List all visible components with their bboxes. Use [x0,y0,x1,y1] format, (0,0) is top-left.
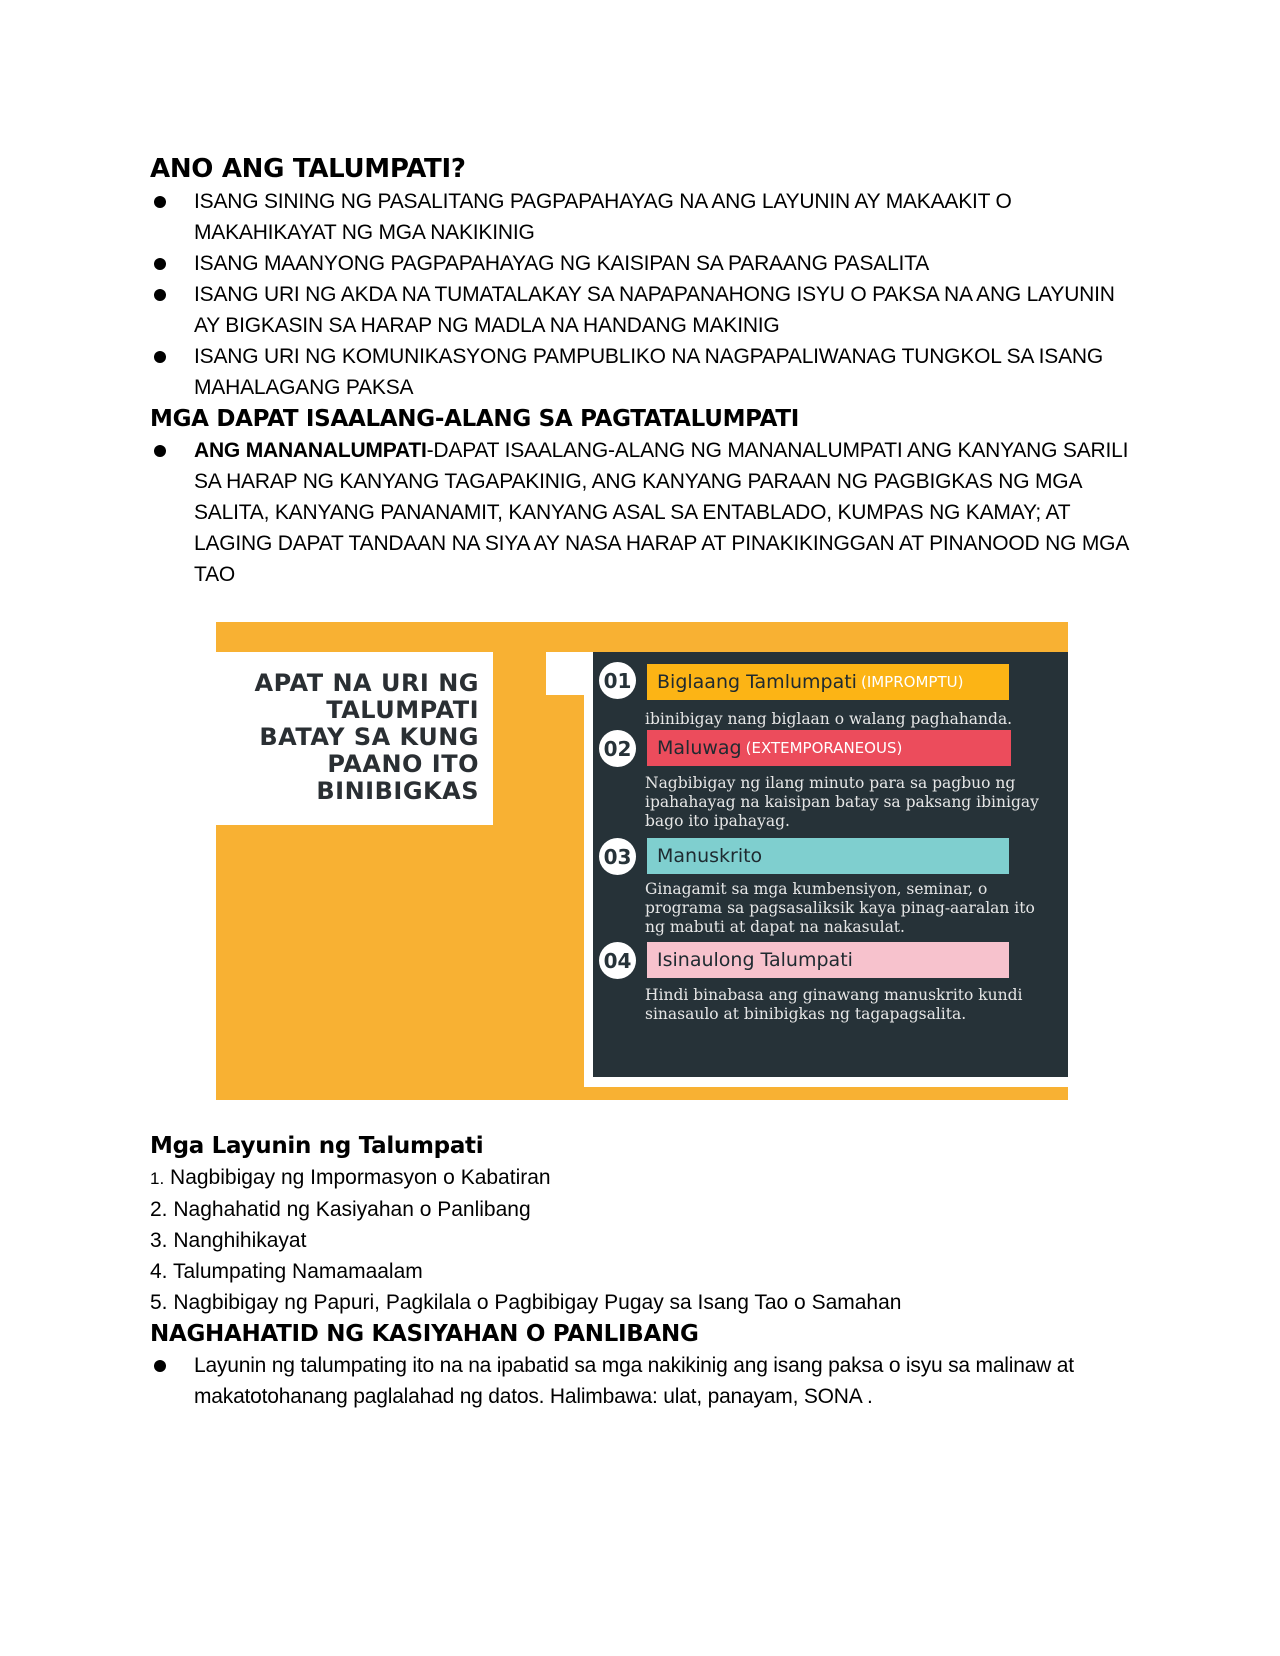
goals-list [150,1162,1140,1318]
item-number: 3. [150,1229,168,1252]
item-number: 5. [150,1291,168,1314]
section1-bullets [150,186,1140,403]
list-item: ISANG URI NG KOMUNIKASYONG PAMPUBLIKO NA NAGPAPALIWANAG TUNGKOL SA ISANG MAHALAGANG PAKSA [150,341,1140,403]
list-item [150,1194,1140,1225]
section3-heading: Mga Layunin ng Talumpati [150,1133,484,1159]
infographic-title: APAT NA URI NG TALUMPATI BATAY SA KUNG PAANO ITO BINIBIGKAS [254,669,479,805]
list-item: Layunin ng talumpating ito na na ipabatid sa mga nakikinig ang isang paksa o isyu sa malinaw at makatotohanang paglalahad ng datos. Halimbawa: ulat, panayam, SONA . [150,1350,1140,1412]
list-item: ISANG SINING NG PASALITANG PAGPAPAHAYAG NA ANG LAYUNIN AY MAKAAKIT O MAKAHIKAYAT NG MGA NAKIKINIG [150,186,1140,248]
list-item: ISANG URI NG AKDA NA TUMATALAKAY SA NAPAPANAHONG ISYU O PAKSA NA ANG LAYUNIN AY BIGKASIN SA HARAP NG MADLA NA HANDANG MAKINIG [150,279,1140,341]
list-item [150,1162,1140,1194]
item-text: Nagbibigay ng Impormasyon o Kabatiran [170,1166,551,1189]
item-text: Talumpating Namamaalam [172,1260,423,1283]
types-panel [593,652,1068,1077]
item-name: Isinaulong Talumpati [657,949,853,971]
item-number: 01 [599,662,636,699]
item-description: Nagbibigay ng ilang minuto para sa pagbuo ng ipahahayag na kaisipan batay sa paksang ibinigay bago ito ipahayag. [645,774,1039,830]
infographic [216,622,1068,1100]
infographic-title-card [216,652,493,825]
item-text: Nagbibigay ng Papuri, Pagkilala o Pagbibigay Pugay sa Isang Tao o Samahan [173,1291,902,1314]
item-name: Maluwag [657,737,742,759]
list-item: ISANG MAANYONG PAGPAPAHAYAG NG KAISIPAN SA PARAANG PASALITA [150,248,1140,279]
item-number: 4. [150,1260,168,1283]
item-number: 2. [150,1198,168,1221]
section2-bullets [150,435,1140,590]
section4-heading: NAGHAHATID NG KASIYAHAN O PANLIBANG [150,1321,699,1347]
item-title-bar [647,730,1011,766]
item-number: 03 [599,838,636,875]
item-text: Naghahatid ng Kasiyahan o Panlibang [173,1198,531,1221]
section1-heading: ANO ANG TALUMPATI? [150,154,466,184]
item-paren: (EXTEMPORANEOUS) [745,739,903,757]
item-name: Manuskrito [657,845,763,867]
item-description: ibinibigay nang biglaan o walang paghahanda. [645,710,1013,728]
item-title-bar [647,838,1009,874]
item-title-bar [647,942,1009,978]
bullet-bold-lead: ANG MANANALUMPATI [194,439,427,462]
item-description: Ginagamit sa mga kumbensiyon, seminar, o programa sa pagsasaliksik kaya pinag-aaralan ito ng mabuti at dapat na nakasulat. [645,880,1035,936]
item-number: 04 [599,942,636,979]
item-number: 1. [150,1169,165,1188]
list-item [150,1256,1140,1287]
item-number: 02 [599,730,636,767]
item-title-bar [647,664,1009,700]
document-page [150,152,1140,1412]
item-paren: (IMPROMPTU) [860,673,964,691]
bullet-text: -DAPAT ISAALANG-ALANG NG MANANALUMPATI ANG KANYANG SARILI SA HARAP NG KANYANG TAGAPAKINIG, ANG KANYANG PARAAN NG PAGBIGKAS NG MGA SALITA, KANYANG PANANAMIT, KANYANG ASAL SA ENTABLADO, KUMPAS NG KAMAY; AT LAGING DAPAT TANDAAN NA SIYA AY NASA HARAP AT PINAKIKINGGAN AT PINANOOD NG MGA TAO [194,439,1129,586]
item-name: Biglaang Tamlumpati [657,671,857,693]
item-text: Nanghihikayat [173,1229,307,1252]
section2-heading: MGA DAPAT ISAALANG-ALANG SA PAGTATALUMPATI [150,406,799,432]
list-item [150,1287,1140,1318]
item-description: Hindi binabasa ang ginawang manuskrito kundi sinasaulo at binibigkas ng tagapagsalita. [645,986,1023,1023]
list-item [150,435,1140,590]
section4-bullets [150,1350,1140,1412]
list-item [150,1225,1140,1256]
